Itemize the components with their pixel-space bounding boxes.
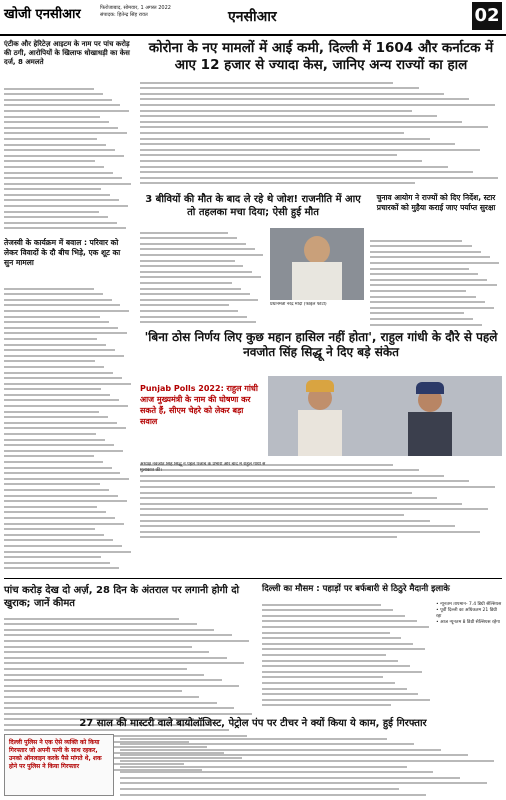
story-headline-sidhu: 'बिना ठोस निर्णय लिए कुछ महान हासिल नहीं होता', राहुल गांधी के दौरे से पहले नवजोत सिंह सिद्धू ने दिए बड़े संकेत: [144, 330, 498, 359]
section-divider: [4, 578, 502, 579]
story-body-tejaswi: [4, 284, 132, 574]
story-headline-weather: दिल्ली का मौसम : पहाड़ों पर बर्फबारी से ठिठुरे मैदानी इलाके: [262, 584, 450, 594]
story-headline-antique: एंटीक और हेरिटेज़ आइटम के नाम पर पांच करोड़ की ठगी, आरोपियों के खिलाफ धोखाधड़ी का केस दर्ज, 8 अमलते: [4, 40, 130, 66]
section-title: एनसीआर: [228, 9, 277, 25]
story-headline-vaccine: पांच करोड़ देख दो अर्ज़, 28 दिन के अंतराल पर लगानी होगी दो खुराक; जानें कीमत: [4, 585, 240, 609]
story-body-bottom: [120, 734, 502, 796]
date-line: फिरोजाबाद, सोमवार, 1 अगस्त 2022 संपादक: हितेन्द्र सिंह रावत: [100, 5, 171, 18]
sidhu-photo: [268, 376, 502, 456]
story-body-election: [370, 236, 502, 326]
sidhu-photo-caption: अध्यक्ष नवजोत सिंह सिद्धू ने पहले पंजाब के प्रभारी और बाद में राहुल गांधी से मुलाकात की।: [140, 462, 266, 473]
story-body-weather: [262, 600, 432, 710]
story-headline-election: चुनाव आयोग ने राज्यों को दिए निर्देश, स्टार प्रचारकों को मुहैया कराई जाए पर्याप्त सुरक्षा: [376, 193, 496, 212]
story-body-antique: [4, 84, 132, 234]
newspaper-logo: खोजी एनसीआर: [4, 7, 81, 22]
pm-photo-caption: प्रधानमंत्री नरेंद्र मोदी (फाइल फोटो): [270, 302, 327, 307]
page-number: 02: [472, 2, 502, 30]
masthead: [0, 0, 506, 36]
story-body-corona: [140, 78, 502, 188]
story-headline-deaths: 3 बीवियों की मौत के बाद ले रहे थे जोश! राजनीति में आए तो तहलका मचा दिया; ऐसी हुई मौत: [145, 194, 361, 218]
story-headline-tejaswi: तेजस्वी के कार्यक्रम में बवाल : परिवार को लेकर विवादों के दौ बीच भिड़े, एक शूट का सुन मामला: [4, 238, 121, 267]
pm-photo: [270, 228, 364, 300]
poll-quote-box: Punjab Polls 2022: राहुल गांधी आज मुख्यमंत्री के नाम की घोषणा कर सकते हैं, सीएम चेहरे को लेकर बड़ा सवाल: [140, 384, 258, 426]
ad-box: दिल्ली पुलिस ने एक ऐसे व्यक्ति को किया गिरफ्तार जो अपनी पत्नी के साथ रहकर, उनको ऑनलाइन करके पैसे मांगते थे, शक होने पर पुलिस ने किया गिरफ्तार: [4, 734, 114, 796]
story-headline-corona: कोरोना के नए मामलों में आई कमी, दिल्ली में 1604 और कर्नाटक में आए 12 हजार से ज्यादा केस, जानिए अन्य राज्यों का हाल: [148, 40, 494, 73]
story-headline-bottom: 27 साल की मास्टरी वाले बायोलॉजिस्ट, पेट्रोल पंप पर टीचर ने क्यों किया ये काम, हुई गिरफ्तार: [79, 718, 427, 729]
weather-bullets: • न्यूनतम तापमान- 7.4 डिग्री सेल्सियस • पूर्वी दिल्ली का अधिकतम 21 डिग्री रहा • आज न्यूनतम 8 डिग्री सेल्सियस रहेगा: [436, 602, 502, 625]
story-body-deaths: [140, 228, 266, 328]
